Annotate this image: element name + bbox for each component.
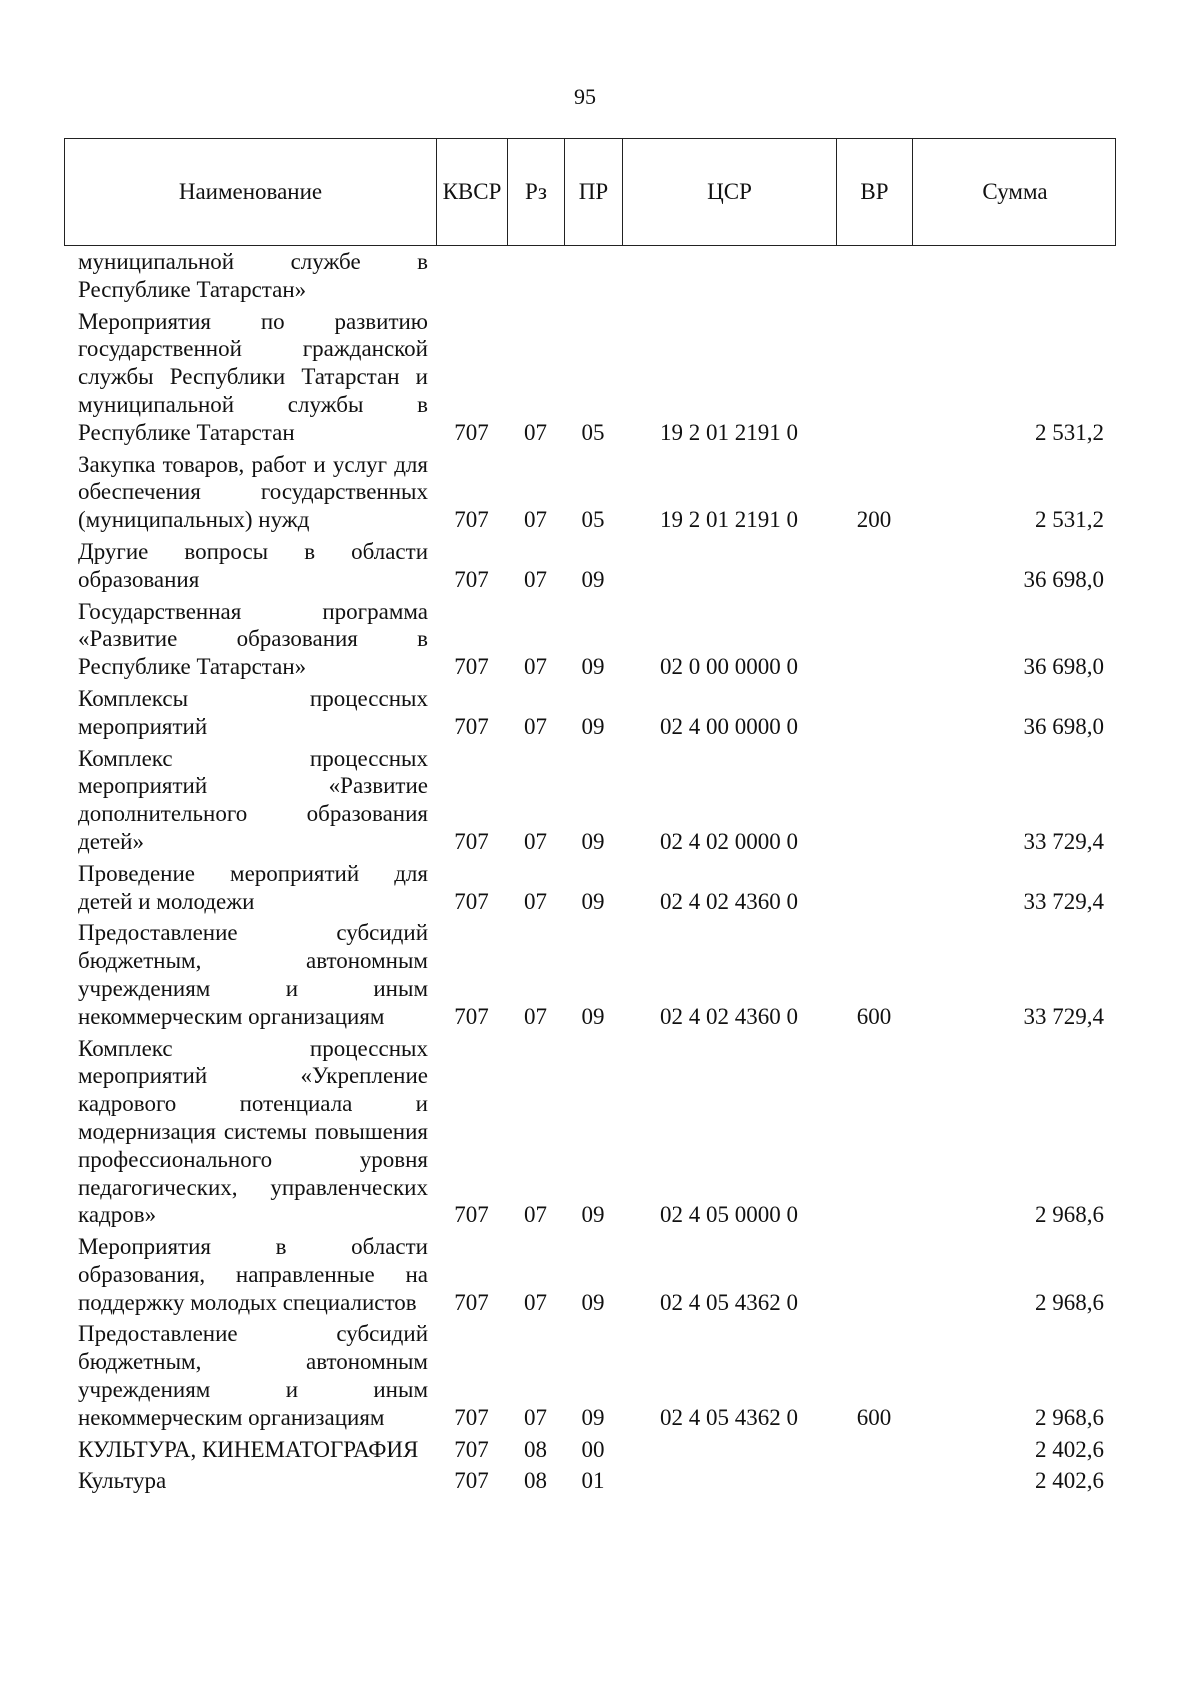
cell-sum: 33 729,4 (1023, 1003, 1104, 1029)
cell-pr: 09 (581, 1404, 605, 1430)
table-row (64, 1320, 1116, 1431)
cell-rz: 07 (524, 507, 547, 533)
cell-sum: 33 729,4 (1023, 828, 1104, 854)
cell-kvsr: 707 (454, 1003, 489, 1029)
cell-kvsr: 707 (454, 654, 489, 680)
cell-name: Другие вопросы в области образования (78, 538, 428, 592)
cell-rz: 07 (524, 1202, 547, 1228)
cell-name: муниципальной службе в Республике Татарстан» (78, 249, 428, 302)
cell-csr: 02 4 05 4362 0 (660, 1404, 798, 1430)
header-pr: ПР (565, 139, 623, 245)
header-sum: Сумма (982, 179, 1048, 204)
cell-pr: 09 (581, 566, 605, 592)
cell-csr: 02 4 02 0000 0 (660, 828, 798, 854)
cell-name: Предоставление субсидий бюджетным, автономным учреждениям и иным некоммерческим организациям (78, 920, 428, 1029)
cell-csr: 02 0 00 0000 0 (660, 654, 798, 680)
cell-name: Предоставление субсидий бюджетным, автономным учреждениям и иным некоммерческим организациям (78, 1321, 428, 1430)
table-row (64, 919, 1116, 1030)
cell-rz: 07 (524, 888, 547, 914)
cell-sum: 36 698,0 (1023, 654, 1104, 680)
table-row (64, 1436, 1116, 1464)
cell-kvsr: 707 (454, 419, 489, 445)
cell-name: Мероприятия в области образования, направленные на поддержку молодых специалистов (78, 1234, 428, 1315)
cell-csr: 02 4 05 4362 0 (660, 1289, 798, 1315)
cell-pr: 09 (581, 654, 605, 680)
cell-sum: 2 968,6 (1035, 1202, 1104, 1228)
cell-rz: 07 (524, 828, 547, 854)
cell-sum: 2 531,2 (1035, 507, 1104, 533)
cell-rz: 07 (524, 1289, 547, 1315)
cell-rz: 08 (524, 1436, 547, 1462)
cell-name: Проведение мероприятий для детей и молодежи (78, 860, 428, 914)
cell-csr: 02 4 02 4360 0 (660, 1003, 798, 1029)
cell-vr: 600 (856, 1003, 892, 1029)
table-header (64, 138, 1116, 246)
table-row (64, 685, 1116, 741)
cell-sum: 2 968,6 (1035, 1404, 1104, 1430)
cell-rz: 07 (524, 1404, 547, 1430)
cell-pr: 09 (581, 1202, 605, 1228)
cell-pr: 09 (581, 828, 605, 854)
table-body (64, 248, 1116, 1499)
header-kvsr: КВСР (437, 139, 508, 245)
cell-kvsr: 707 (454, 1468, 489, 1494)
cell-pr: 00 (581, 1436, 605, 1462)
cell-sum: 36 698,0 (1023, 713, 1104, 739)
cell-name: Комплекс процессных мероприятий «Развитие дополнительного образования детей» (78, 745, 428, 854)
cell-sum: 33 729,4 (1023, 888, 1104, 914)
cell-rz: 07 (524, 566, 547, 592)
table-row (64, 860, 1116, 916)
table-row (64, 451, 1116, 534)
cell-sum: 2 402,6 (1035, 1468, 1104, 1494)
cell-name: Мероприятия по развитию государственной гражданской службы Республики Татарстан и муниципальной службы в Республике Татарстан (78, 308, 428, 445)
table-row (64, 1467, 1116, 1495)
cell-rz: 07 (524, 713, 547, 739)
cell-kvsr: 707 (454, 1289, 489, 1315)
cell-pr: 05 (581, 419, 605, 445)
cell-pr: 09 (581, 713, 605, 739)
table-row (64, 745, 1116, 856)
cell-csr: 19 2 01 2191 0 (660, 419, 798, 445)
cell-csr: 02 4 05 0000 0 (660, 1202, 798, 1228)
cell-rz: 07 (524, 654, 547, 680)
cell-pr: 09 (581, 1289, 605, 1315)
header-csr: ЦСР (623, 139, 837, 245)
cell-kvsr: 707 (454, 888, 489, 914)
cell-csr: 02 4 00 0000 0 (660, 713, 798, 739)
header-vr: ВР (837, 139, 913, 245)
cell-kvsr: 707 (454, 1202, 489, 1228)
cell-vr: 200 (856, 507, 892, 533)
cell-sum: 2 402,6 (1035, 1436, 1104, 1462)
cell-sum: 2 531,2 (1035, 419, 1104, 445)
cell-rz: 07 (524, 419, 547, 445)
cell-kvsr: 707 (454, 1436, 489, 1462)
header-name: Наименование (65, 139, 437, 245)
cell-pr: 09 (581, 888, 605, 914)
table-row (64, 538, 1116, 594)
cell-kvsr: 707 (454, 1404, 489, 1430)
cell-name: КУЛЬТУРА, КИНЕМАТОГРАФИЯ (78, 1436, 419, 1462)
cell-name: Государственная программа «Развитие образования в Республике Татарстан» (78, 598, 428, 680)
cell-kvsr: 707 (454, 566, 489, 592)
cell-name: Комплексы процессных мероприятий (78, 685, 428, 739)
cell-pr: 09 (581, 1003, 605, 1029)
table-row (64, 248, 1116, 304)
cell-name: Комплекс процессных мероприятий «Укрепление кадрового потенциала и модернизация системы повышения профессионального уровня педагогических, управленческих кадров» (78, 1035, 428, 1228)
cell-kvsr: 707 (454, 828, 489, 854)
cell-csr: 19 2 01 2191 0 (660, 507, 798, 533)
cell-name: Закупка товаров, работ и услуг для обеспечения государственных (муниципальных) нужд (78, 451, 428, 533)
cell-csr: 02 4 02 4360 0 (660, 888, 798, 914)
cell-rz: 08 (524, 1468, 547, 1494)
cell-name: Культура (78, 1468, 167, 1494)
cell-sum: 2 968,6 (1035, 1289, 1104, 1315)
cell-sum: 36 698,0 (1023, 566, 1104, 592)
table-row (64, 598, 1116, 681)
table-row (64, 308, 1116, 447)
page-number: 95 (574, 84, 596, 109)
cell-pr: 05 (581, 507, 605, 533)
cell-kvsr: 707 (454, 507, 489, 533)
cell-kvsr: 707 (454, 713, 489, 739)
cell-pr: 01 (581, 1468, 605, 1494)
cell-rz: 07 (524, 1003, 547, 1029)
table-row (64, 1233, 1116, 1316)
header-rz: Рз (508, 139, 565, 245)
table-row (64, 1035, 1116, 1230)
cell-vr: 600 (856, 1404, 892, 1430)
